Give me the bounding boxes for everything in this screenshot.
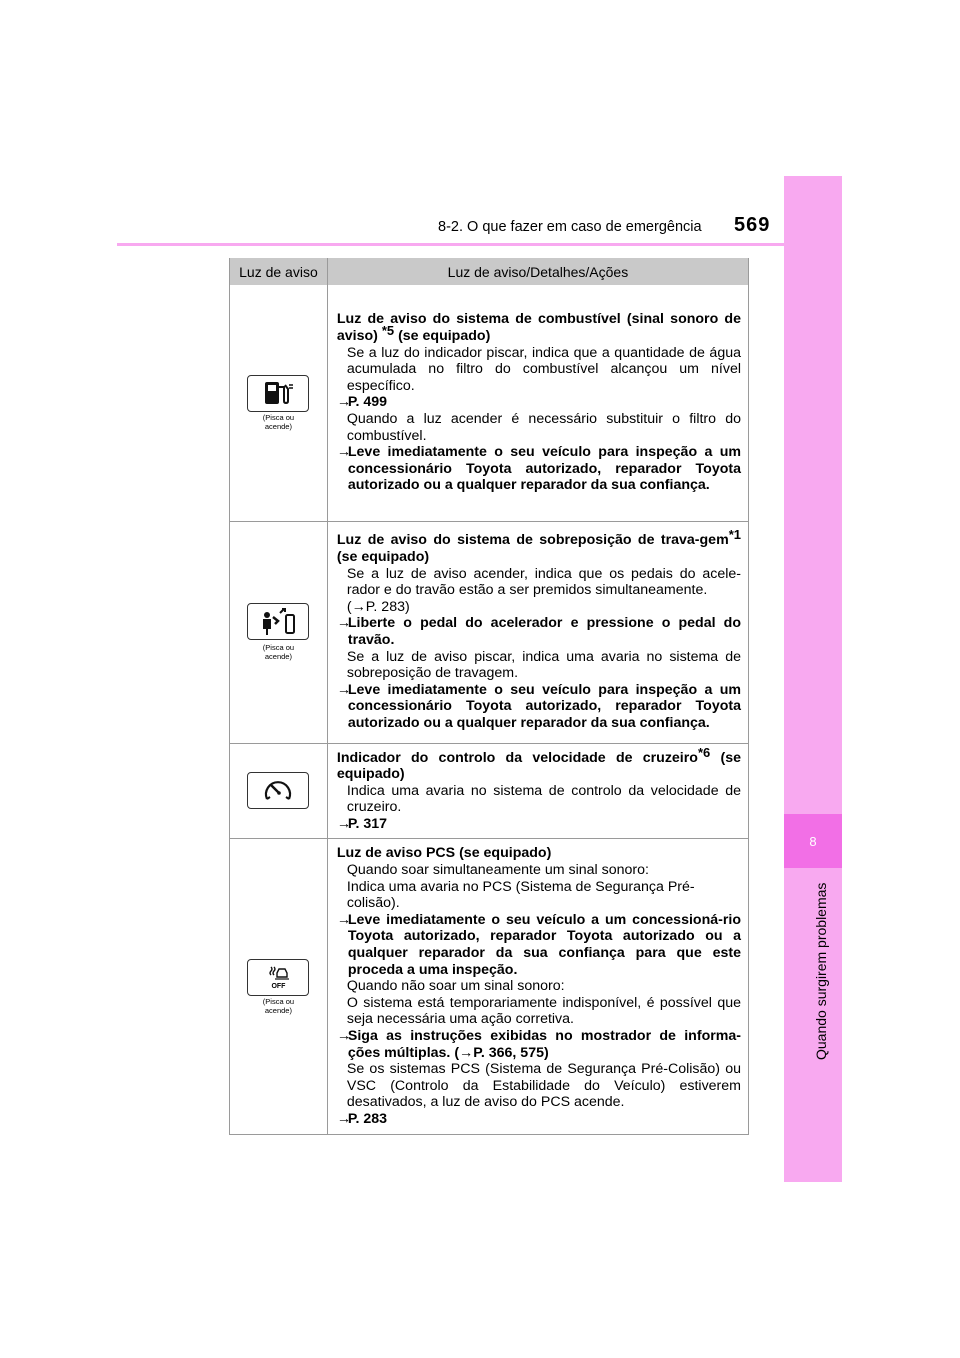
brake-override-warning-icon [247,603,309,640]
icon-caption-line: (Pisca ou [262,996,295,1006]
icon-cell [230,839,328,1134]
icon-cell [230,743,328,839]
chapter-title: Quando surgirem problemas [813,882,829,1060]
action-line [337,682,741,732]
detail-text: O sistema está temporariamente indisponível, é possível que seja necessária uma ação corretiva. [346,994,741,1028]
icon-caption-line: acende) [264,422,292,431]
column-header-light: Luz de aviso [230,258,328,285]
table-row [230,743,749,839]
description-cell [327,285,748,521]
detail-text: Indica uma avaria no PCS (Sistema de Segurança Pré-colisão). [346,878,695,912]
arrow-icon: → [336,1110,352,1127]
action-line [337,1111,741,1128]
table-row [230,839,749,1134]
icon-caption-line: acende) [264,1005,292,1015]
arrow-icon: → [336,1028,352,1044]
action-line [337,444,741,494]
table-row [230,285,749,521]
action-line [337,1028,741,1061]
page-reference-link[interactable]: (→P. 283) [346,598,410,615]
detail-text: Se os sistemas PCS (Sistema de Segurança Pré-Colisão) ou VSC (Controlo da Estabilidade do Veículo) estiverem desativados, a luz de aviso do PCS acende. [346,1061,741,1111]
description-cell [327,839,748,1134]
action-line [337,615,741,648]
chapter-number: 8 [784,814,842,868]
action-line [337,912,741,978]
action-text: Leve imediatamente o seu veículo para inspeção a um concessionário Toyota autorizado, reparador Toyota autorizado ou a qualquer reparador da sua confiança. [347,444,741,494]
description-cell [327,743,748,839]
arrow-icon: → [336,815,352,832]
detail-text: Quando não soar um sinal sonoro: [346,978,565,995]
section-title: 8-2. O que fazer em caso de emergência [438,219,702,235]
warning-title: Luz de aviso do sistema de combustível (sinal sonoro de aviso) $^{*5}$ (se equipado) [336,311,741,345]
column-header-details: Luz de aviso/Detalhes/Ações [327,258,748,285]
page-reference-link[interactable]: P. 499 [347,394,388,411]
detail-text: Quando a luz acender é necessário substituir o filtro do combustível. [346,411,741,444]
icon-caption-line: (Pisca ou [262,642,295,652]
table-header-row [230,258,749,285]
arrow-icon: → [336,444,352,461]
page-number: 569 [734,214,771,236]
table-row [230,521,749,743]
cruise-control-indicator-icon [247,772,309,809]
arrow-icon: → [336,681,352,698]
description-cell [327,521,748,743]
page-reference-link[interactable]: P. 283 [347,1110,388,1127]
footnote-marker: *6 [697,744,711,760]
detail-text: Se a luz de aviso acender, indica que os pedais do acele-rador e do travão estão a ser premidos simultaneamente. [346,565,741,599]
icon-caption-line: acende) [264,651,292,661]
pcs-off-warning-icon [247,959,309,996]
off-label: OFF [271,983,286,991]
action-line [337,394,741,411]
arrow-icon: → [336,394,352,411]
arrow-icon: → [336,911,352,928]
detail-text: Se a luz de aviso piscar, indica uma avaria no sistema de sobreposição de travagem. [346,648,741,682]
action-text: Siga as instruções exibidas no mostrador de informa-ções múltiplas. (→P. 366, 575) [347,1028,741,1061]
icon-cell [230,285,328,521]
action-text: Liberte o pedal do acelerador e pressione o pedal do travão. [347,615,741,648]
detail-text: Quando soar simultaneamente um sinal sonoro: [346,862,649,879]
footnote-marker: *1 [728,527,741,543]
warning-title: Luz de aviso do sistema de sobreposição de trava-gem$^{*1}$ (se equipado) [336,527,741,566]
arrow-icon: → [336,615,352,632]
detail-text: Indica uma avaria no sistema de controlo da velocidade de cruzeiro. [346,782,741,816]
action-text: Leve imediatamente o seu veículo a um concessioná-rio Toyota autorizado, reparador Toyota autorizado ou a qualquer reparador da sua confiança para que este proceda a uma inspeção. [347,911,741,978]
header-rule [117,243,784,246]
warning-lights-table [229,258,749,1135]
page-reference-link[interactable]: P. 317 [347,815,388,832]
fuel-filter-warning-icon [247,375,309,412]
detail-text: Se a luz do indicador piscar, indica que a quantidade de água acumulada no filtro do combustível alcançou um nível específico. [346,344,741,394]
action-text: Leve imediatamente o seu veículo para inspeção a um concessionário Toyota autorizado, reparador Toyota autorizado ou a qualquer reparador da sua confiança. [347,681,741,731]
warning-title: Indicador do controlo da velocidade de cruzeiro$^{*6}$ (se equipado) [336,744,742,783]
action-line [337,816,741,833]
icon-caption-line: (Pisca ou [262,413,295,422]
icon-cell [230,521,328,743]
footnote-marker: *5 [381,323,395,339]
warning-title: Luz de aviso PCS (se equipado) [336,845,552,862]
